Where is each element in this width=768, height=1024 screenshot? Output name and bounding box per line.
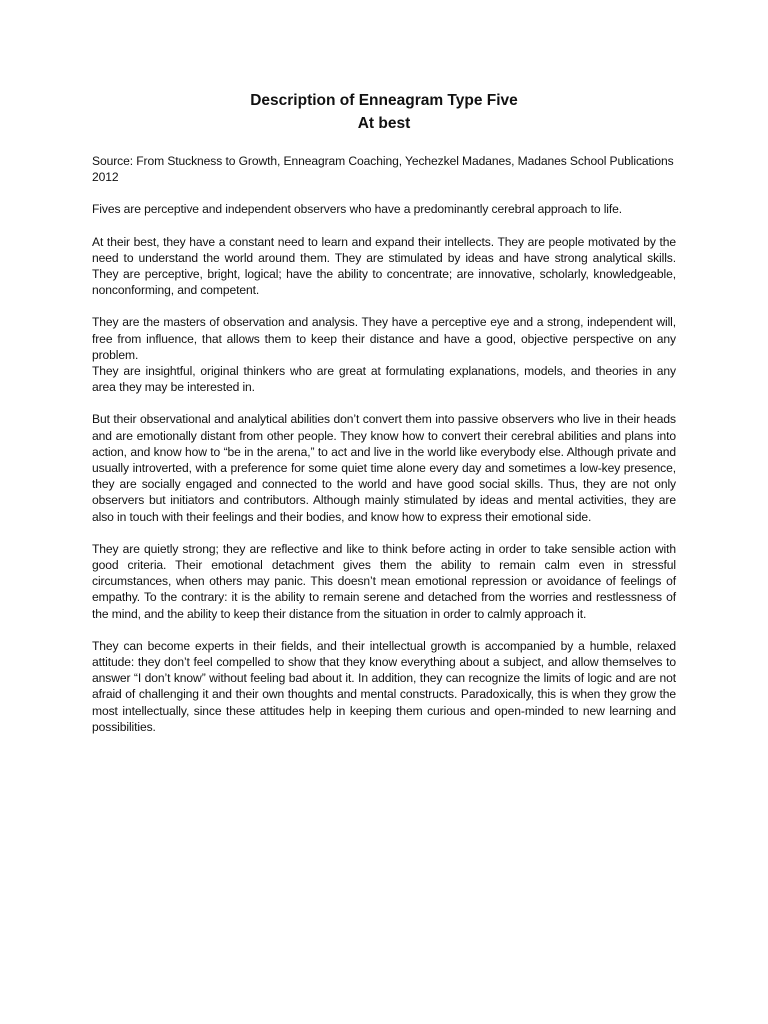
paragraph-intro: Fives are perceptive and independent observers who have a predominantly cerebral approach to life. xyxy=(92,202,623,217)
paragraph-experts-in-fields: They can become experts in their fields, and their intellectual growth is accompanied by a humble, relaxed attitude: they don’t feel compelled to show that they know everything about a subject, and allow themselves to answer “I don’t know” without feeling bad about it. In addition, they can recognize the limits of logic and are not afraid of challenging it and their own thoughts and mental constructs. Paradoxically, this is when they grow the most intellectually, since these attitudes help in keeping them curious and open-minded to new learning and possibilities. xyxy=(92,638,676,734)
paragraph-insightful-thinkers: They are insightful, original thinkers who are great at formulating explanations, models, and theories in any area they may be interested in. xyxy=(92,364,676,395)
page-title: Description of Enneagram Type Five xyxy=(250,92,518,109)
paragraph-observational-abilities: But their observational and analytical abilities don’t convert them into passive observers who live in their heads and are emotionally distant from other people. They know how to convert their cerebral abilities and plans into action, and know how to “be in the arena,” to act and live in the world like everybody else. Although private and usually introverted, with a preference for some quiet time alone every day and sometimes a low-key presence, they are socially engaged and connected to the world and have good social skills. Thus, they are not only observers but initiators and contributors. Although mainly stimulated by ideas and mental activities, they are also in touch with their feelings and their bodies, and know how to express their emotional side. xyxy=(92,412,676,524)
page-subtitle: At best xyxy=(357,115,411,132)
paragraph-quietly-strong: They are quietly strong; they are reflective and like to think before acting in order to take sensible action with good criteria. Their emotional detachment gives them the ability to remain calm even in stressful circumstances, when others may panic. This doesn’t mean emotional repression or avoidance of feelings of empathy. To the contrary: it is the ability to remain serene and detached from the worries and restlessness of the mind, and the ability to keep their distance from the situation in order to calmly approach it. xyxy=(92,541,676,621)
paragraph-at-their-best: At their best, they have a constant need to learn and expand their intellects. They are people motivated by the need to understand the world around them. They are stimulated by ideas and have strong analytical skills. They are perceptive, bright, logical; have the ability to concentrate; are innovative, scholarly, knowledgeable, nonconforming, and competent. xyxy=(92,234,676,298)
source-citation: Source: From Stuckness to Growth, Enneagram Coaching, Yechezkel Madanes, Madanes School Publications 2012 xyxy=(92,154,674,185)
paragraph-masters-of-observation: They are the masters of observation and analysis. They have a perceptive eye and a strong, independent will, free from influence, that allows them to keep their distance and have a good, objective perspective on any problem. xyxy=(92,315,676,362)
